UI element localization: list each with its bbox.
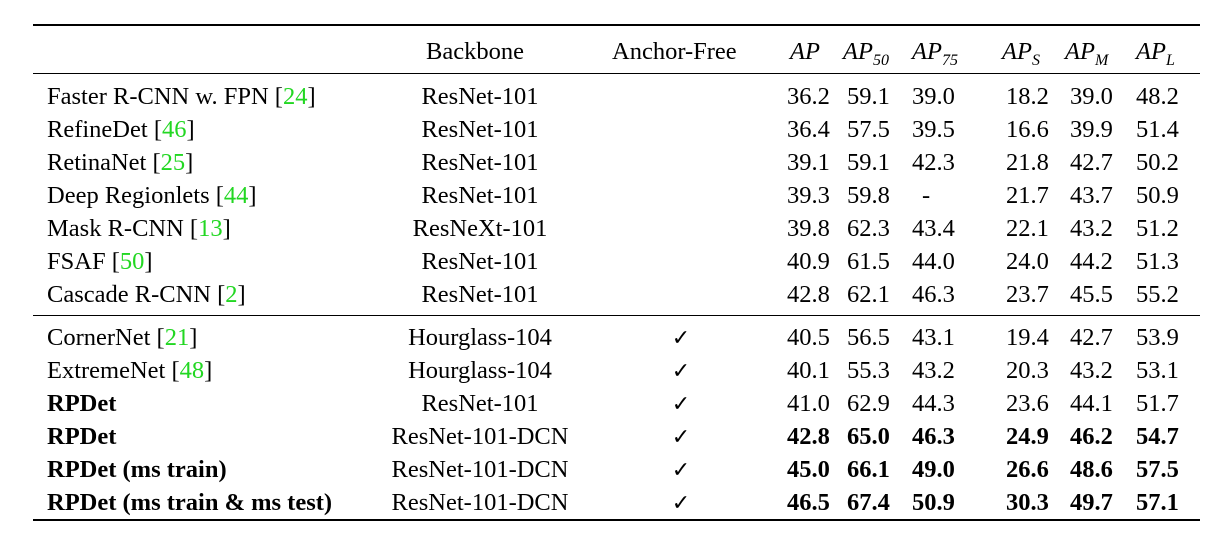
method-name bbox=[47, 392, 116, 417]
metric-ap: 40.5 bbox=[787, 324, 830, 351]
backbone-cell: Hourglass-104 bbox=[408, 324, 552, 351]
metric-apl: 50.9 bbox=[1136, 182, 1179, 209]
citation-link[interactable]: 2 bbox=[225, 281, 238, 308]
metric-ap: 36.2 bbox=[787, 83, 830, 110]
method-label: ExtremeNet bbox=[47, 357, 172, 384]
metric-ap50: 65.0 bbox=[847, 423, 890, 450]
metric-ap: 45.0 bbox=[787, 456, 830, 483]
backbone-cell: ResNet-101 bbox=[421, 390, 539, 417]
method-name: Faster R-CNN w. FPN [24] bbox=[47, 83, 316, 110]
method-name bbox=[47, 491, 332, 516]
group-separator-rule bbox=[33, 315, 1200, 316]
header-backbone: Backbone bbox=[426, 38, 524, 65]
metric-aps: 22.1 bbox=[1006, 215, 1049, 242]
method-name: Cascade R-CNN [2] bbox=[47, 281, 246, 308]
header-ap: AP bbox=[790, 38, 820, 65]
metric-apl: 53.1 bbox=[1136, 357, 1179, 384]
metric-apl: 48.2 bbox=[1136, 83, 1179, 110]
method-label: Mask R-CNN bbox=[47, 215, 190, 242]
checkmark-icon: ✓ bbox=[671, 458, 691, 483]
header-apl: $AP_L$ bbox=[1136, 38, 1175, 69]
metric-ap: 40.9 bbox=[787, 248, 830, 275]
metric-ap75: 50.9 bbox=[912, 489, 955, 516]
citation-link[interactable]: 25 bbox=[160, 149, 186, 176]
method-label: FSAF bbox=[47, 248, 112, 275]
method-name: Deep Regionlets [44] bbox=[47, 182, 257, 209]
metric-ap50: 59.1 bbox=[847, 149, 890, 176]
header-ap50: $AP_{50}$ bbox=[843, 38, 889, 69]
header-apm: $AP_M$ bbox=[1065, 38, 1109, 69]
metric-ap75: 44.0 bbox=[912, 248, 955, 275]
checkmark-icon: ✓ bbox=[671, 392, 691, 417]
metric-ap75: 43.2 bbox=[912, 357, 955, 384]
metric-aps: 21.8 bbox=[1006, 149, 1049, 176]
metric-aps: 16.6 bbox=[1006, 116, 1049, 143]
method-label: RetinaNet bbox=[47, 149, 153, 176]
method-label: RPDet (ms train & ms test) bbox=[47, 489, 333, 516]
metric-aps: 23.6 bbox=[1006, 390, 1049, 417]
header-ap75: $AP_{75}$ bbox=[912, 38, 958, 69]
metric-ap: 41.0 bbox=[787, 390, 830, 417]
backbone-cell: ResNet-101 bbox=[421, 248, 539, 275]
metric-apm: 49.7 bbox=[1070, 489, 1113, 516]
metric-apm: 48.6 bbox=[1070, 456, 1113, 483]
method-label: RefineDet bbox=[47, 116, 154, 143]
metric-apm: 45.5 bbox=[1070, 281, 1113, 308]
metric-aps: 19.4 bbox=[1006, 324, 1049, 351]
method-name: FSAF [50] bbox=[47, 248, 153, 275]
method-name: RetinaNet [25] bbox=[47, 149, 194, 176]
metric-ap: 42.8 bbox=[787, 423, 830, 450]
metric-ap75: 46.3 bbox=[912, 281, 955, 308]
metric-ap50: 62.3 bbox=[847, 215, 890, 242]
metric-apm: 43.7 bbox=[1070, 182, 1113, 209]
metric-ap75: 49.0 bbox=[912, 456, 955, 483]
metric-ap50: 55.3 bbox=[847, 357, 890, 384]
metric-ap: 36.4 bbox=[787, 116, 830, 143]
header-aps: $AP_S$ bbox=[1002, 38, 1040, 69]
metric-aps: 26.6 bbox=[1006, 456, 1049, 483]
method-label: Cascade R-CNN bbox=[47, 281, 218, 308]
metric-ap: 46.5 bbox=[787, 489, 830, 516]
citation-link[interactable]: 46 bbox=[161, 116, 187, 143]
metric-ap75: 46.3 bbox=[912, 423, 955, 450]
method-name: CornerNet [21] bbox=[47, 324, 198, 351]
metric-ap50: 62.9 bbox=[847, 390, 890, 417]
metric-aps: 23.7 bbox=[1006, 281, 1049, 308]
backbone-cell: Hourglass-104 bbox=[408, 357, 552, 384]
metric-apl: 54.7 bbox=[1136, 423, 1179, 450]
metric-apl: 51.7 bbox=[1136, 390, 1179, 417]
citation-link[interactable]: 24 bbox=[282, 83, 308, 110]
metric-ap50: 56.5 bbox=[847, 324, 890, 351]
metric-apm: 43.2 bbox=[1070, 215, 1113, 242]
metric-apm: 39.9 bbox=[1070, 116, 1113, 143]
metric-apm: 43.2 bbox=[1070, 357, 1113, 384]
metric-ap75: - bbox=[922, 182, 931, 209]
method-name bbox=[47, 425, 116, 450]
metric-ap75: 43.4 bbox=[912, 215, 955, 242]
metric-aps: 24.0 bbox=[1006, 248, 1049, 275]
metric-ap75: 39.5 bbox=[912, 116, 955, 143]
metric-aps: 18.2 bbox=[1006, 83, 1049, 110]
metric-ap75: 42.3 bbox=[912, 149, 955, 176]
metric-apl: 51.2 bbox=[1136, 215, 1179, 242]
metric-ap50: 62.1 bbox=[847, 281, 890, 308]
metric-apm: 42.7 bbox=[1070, 149, 1113, 176]
backbone-cell: ResNet-101 bbox=[421, 83, 539, 110]
method-label: RPDet bbox=[47, 423, 117, 450]
metric-ap50: 57.5 bbox=[847, 116, 890, 143]
metric-ap75: 44.3 bbox=[912, 390, 955, 417]
metric-apl: 53.9 bbox=[1136, 324, 1179, 351]
bottom-rule bbox=[33, 519, 1200, 521]
metric-apl: 57.5 bbox=[1136, 456, 1179, 483]
metric-aps: 24.9 bbox=[1006, 423, 1049, 450]
checkmark-icon: ✓ bbox=[671, 359, 691, 384]
method-label: Deep Regionlets bbox=[47, 182, 216, 209]
metric-aps: 30.3 bbox=[1006, 489, 1049, 516]
metric-ap50: 67.4 bbox=[847, 489, 890, 516]
metric-apl: 51.3 bbox=[1136, 248, 1179, 275]
metric-apl: 57.1 bbox=[1136, 489, 1179, 516]
backbone-cell: ResNet-101 bbox=[421, 116, 539, 143]
metric-aps: 20.3 bbox=[1006, 357, 1049, 384]
method-label: Faster R-CNN w. FPN bbox=[47, 83, 275, 110]
backbone-cell: ResNet-101-DCN bbox=[391, 423, 569, 450]
citation-link[interactable]: 44 bbox=[223, 182, 249, 209]
header-rule bbox=[33, 73, 1200, 74]
backbone-cell: ResNet-101-DCN bbox=[391, 489, 569, 516]
metric-ap: 42.8 bbox=[787, 281, 830, 308]
metric-apm: 46.2 bbox=[1070, 423, 1113, 450]
backbone-cell: ResNet-101 bbox=[421, 149, 539, 176]
metric-apm: 44.1 bbox=[1070, 390, 1113, 417]
metric-ap50: 59.8 bbox=[847, 182, 890, 209]
citation-link[interactable]: 13 bbox=[198, 215, 223, 242]
method-name: ExtremeNet [48] bbox=[47, 357, 213, 384]
checkmark-icon: ✓ bbox=[671, 491, 691, 516]
metric-apm: 39.0 bbox=[1070, 83, 1113, 110]
method-label: CornerNet bbox=[47, 324, 157, 351]
method-label: RPDet bbox=[47, 390, 117, 417]
header-anchor-free: Anchor-Free bbox=[612, 38, 737, 65]
method-name: Mask R-CNN [13] bbox=[47, 215, 231, 242]
metric-ap50: 59.1 bbox=[847, 83, 890, 110]
backbone-cell: ResNet-101-DCN bbox=[391, 456, 569, 483]
metric-apl: 51.4 bbox=[1136, 116, 1179, 143]
metric-ap50: 61.5 bbox=[847, 248, 890, 275]
metric-ap75: 43.1 bbox=[912, 324, 955, 351]
metric-ap75: 39.0 bbox=[912, 83, 955, 110]
metric-apl: 55.2 bbox=[1136, 281, 1179, 308]
citation-link[interactable]: 50 bbox=[119, 248, 145, 275]
citation-link[interactable]: 21 bbox=[164, 324, 190, 351]
metric-aps: 21.7 bbox=[1006, 182, 1049, 209]
metric-ap50: 66.1 bbox=[847, 456, 890, 483]
metric-ap: 39.1 bbox=[787, 149, 830, 176]
checkmark-icon: ✓ bbox=[671, 326, 691, 351]
top-rule bbox=[33, 24, 1200, 26]
checkmark-icon: ✓ bbox=[671, 425, 691, 450]
backbone-cell: ResNet-101 bbox=[421, 281, 539, 308]
metric-apm: 42.7 bbox=[1070, 324, 1113, 351]
metric-apm: 44.2 bbox=[1070, 248, 1113, 275]
metric-ap: 39.8 bbox=[787, 215, 830, 242]
metric-ap: 39.3 bbox=[787, 182, 830, 209]
backbone-cell: ResNeXt-101 bbox=[412, 215, 548, 242]
metric-apl: 50.2 bbox=[1136, 149, 1179, 176]
method-label: RPDet (ms train) bbox=[47, 456, 227, 483]
citation-link[interactable]: 48 bbox=[179, 357, 205, 384]
method-name: RefineDet [46] bbox=[47, 116, 195, 143]
metric-ap: 40.1 bbox=[787, 357, 830, 384]
backbone-cell: ResNet-101 bbox=[421, 182, 539, 209]
method-name bbox=[47, 458, 227, 483]
